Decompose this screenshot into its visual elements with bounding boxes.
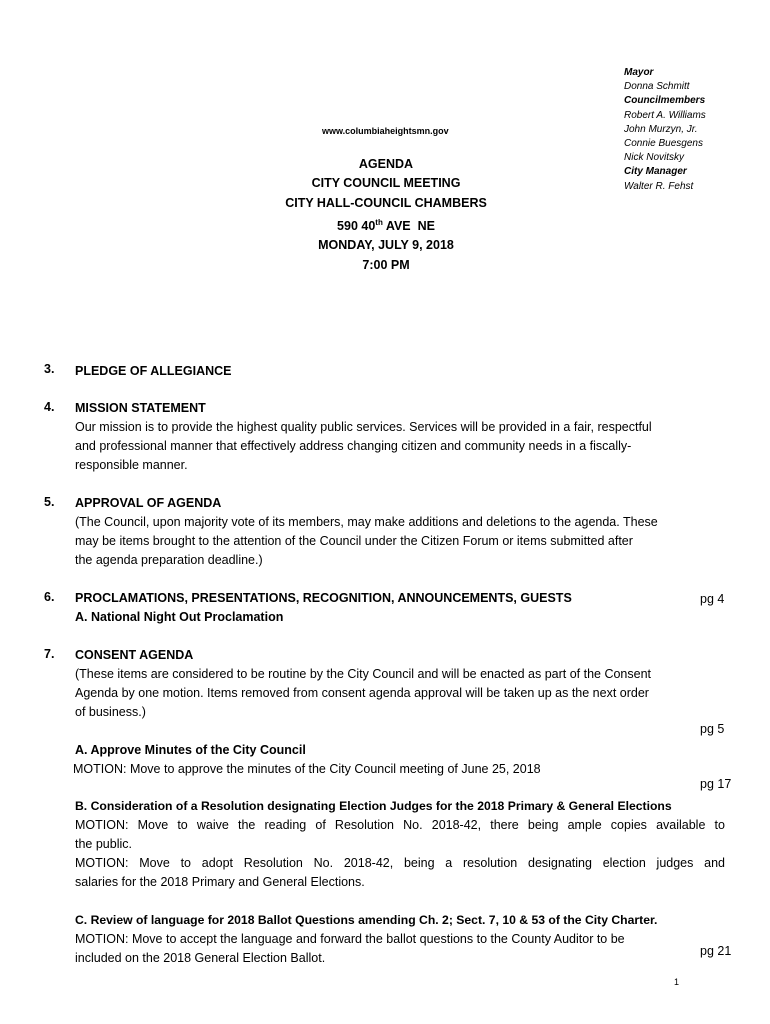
header-location: CITY HALL-COUNCIL CHAMBERS (285, 195, 487, 210)
header-title: AGENDA (358, 157, 414, 171)
consent-item-b-title: B. Consideration of a Resolution designating Election Judges for the 2018 Primary & General Elections (75, 799, 672, 813)
consent-agenda: CONSENT AGENDA (These items are considered to be routine by the City Council and will be enacted as part of the Consent Agenda by one motion. Items removed from consent agenda approval will be taken up as the next order of business.) (75, 648, 652, 719)
item-title: PLEDGE OF ALLEGIANCE (75, 364, 232, 378)
consent-item-c-title: C. Review of language for 2018 Ballot Questions amending Ch. 2; Sect. 7, 10 & 53 of the City Charter. (75, 913, 658, 927)
page-number: 1 (674, 977, 680, 987)
consent-item-c-motion: MOTION: Move to accept the language and forward the ballot questions to the County Auditor to be included on the 2018 General Election Ballot. (75, 932, 625, 965)
officials-list (624, 66, 706, 194)
consent-item-b-motion-1: MOTION: Move to waive the reading of Resolution No. 2018-42, there being ample copies available to the public. (75, 818, 725, 851)
official-name: Connie Buesgens (624, 138, 703, 150)
proclamations: PROCLAMATIONS, PRESENTATIONS, RECOGNITION, ANNOUNCEMENTS, GUESTS A. National Night Out Proclamation (75, 591, 572, 624)
header-time: 7:00 PM (362, 257, 410, 272)
item-number: 5. (44, 495, 55, 509)
item-number: 6. (44, 590, 55, 604)
page-ref: pg 17 (700, 777, 732, 791)
page-ref: pg 5 (700, 722, 725, 736)
official-name: Donna Schmitt (624, 81, 690, 93)
website-link[interactable]: www.columbiaheightsmn.gov (322, 126, 449, 136)
approval-of-agenda: APPROVAL OF AGENDA (The Council, upon majority vote of its members, may make additions and deletions to the agenda. These may be items brought to the attention of the Council under the Citizen Forum or items submitted after the agenda preparation deadline.) (75, 496, 658, 567)
consent-item-a-title: A. Approve Minutes of the City Council (75, 743, 306, 757)
official-name: Walter R. Fehst (624, 180, 694, 192)
item-number: 4. (44, 400, 55, 414)
header-address: 590 40th AVE NE (337, 217, 435, 234)
official-role: City Manager (624, 166, 687, 178)
official-name: Nick Novitsky (624, 152, 685, 164)
page-ref: pg 21 (700, 944, 732, 958)
official-role: Councilmembers (624, 95, 706, 107)
page-ref: pg 4 (700, 592, 725, 606)
official-role: Mayor (624, 67, 654, 78)
item-number: 3. (44, 362, 55, 376)
official-name: John Murzyn, Jr. (624, 123, 698, 135)
header-date: MONDAY, JULY 9, 2018 (318, 238, 454, 253)
consent-item-a-motion: MOTION: Move to approve the minutes of the City Council meeting of June 25, 2018 (73, 762, 541, 776)
item-number: 7. (44, 647, 55, 661)
agenda-header (236, 155, 536, 275)
header-meeting: CITY COUNCIL MEETING (311, 176, 461, 191)
official-name: Robert A. Williams (624, 109, 706, 121)
consent-item-b-motion-2: MOTION: Move to adopt Resolution No. 2018-42, being a resolution designating election judges and salaries for the 2018 Primary and General Elections. (75, 856, 725, 889)
mission-statement: MISSION STATEMENT Our mission is to provide the highest quality public services. Services will be provided in a fair, respectful and professional manner that effectively address changing citizen and community needs in a fiscally- responsible manner. (75, 401, 652, 472)
